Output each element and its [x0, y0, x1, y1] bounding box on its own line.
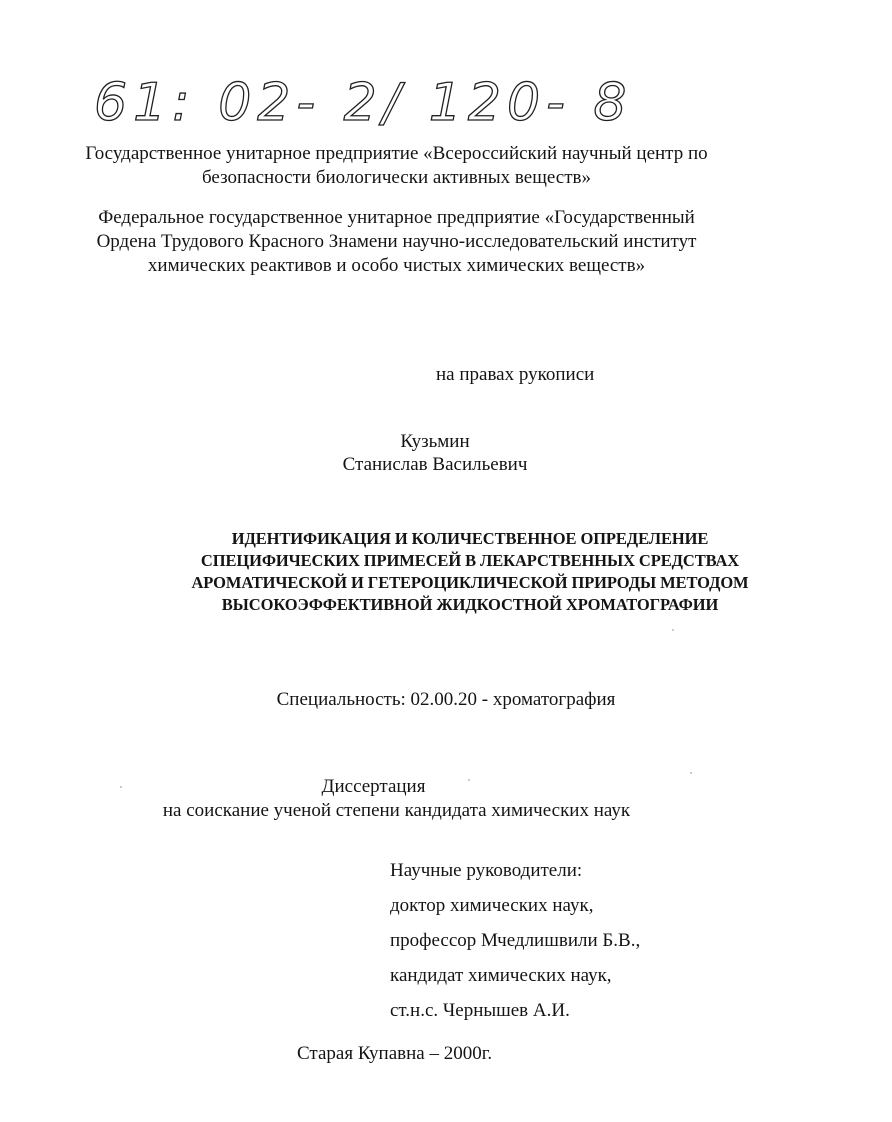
supervisor-line: ст.н.с. Чернышев А.И.: [390, 1000, 570, 1021]
organization-2-line: химических реактивов и особо чистых химических веществ»: [147, 255, 646, 276]
organization-2: [0, 206, 793, 278]
scan-speck: [468, 779, 470, 781]
supervisors-heading: Научные руководители:: [390, 860, 583, 881]
supervisors: [390, 853, 640, 1028]
title-line: АРОМАТИЧЕСКОЙ И ГЕТЕРОЦИКЛИЧЕСКОЙ ПРИРОДЫ МЕТОДОМ: [191, 573, 749, 592]
organization-1-line: Государственное унитарное предприятие «Всероссийский научный центр по: [85, 143, 708, 164]
organization-1-line: безопасности биологически активных веществ»: [202, 167, 591, 188]
supervisor-line: профессор Мчедлишвили Б.В.,: [390, 930, 641, 951]
author-name: Станислав Васильевич: [342, 454, 528, 475]
scan-speck: [690, 772, 692, 774]
scan-speck: [672, 629, 674, 631]
specialty: Специальность: 02.00.20 - хроматография: [276, 689, 616, 710]
supervisor-line: доктор химических наук,: [390, 895, 594, 916]
title-line: ВЫСОКОЭФФЕКТИВНОЙ ЖИДКОСТНОЙ ХРОМАТОГРАФИИ: [221, 595, 719, 614]
degree: на соискание ученой степени кандидата химических наук: [162, 800, 631, 821]
supervisor-line: кандидат химических наук,: [390, 965, 612, 986]
scan-speck: [120, 786, 122, 788]
place-year: Старая Купавна – 2000г.: [297, 1043, 493, 1064]
organization-1: [0, 142, 793, 190]
manuscript-rights: на правах рукописи: [436, 364, 595, 385]
handwritten-note-text: 61: 02- 2/ 120- 8: [94, 73, 633, 133]
author-surname: Кузьмин: [400, 431, 470, 452]
dissertation-label: Диссертация: [321, 776, 426, 797]
dissertation-title: [150, 528, 790, 616]
organization-2-line: Федеральное государственное унитарное предприятие «Государственный: [98, 207, 695, 228]
dissertation-info: [0, 775, 793, 823]
organization-2-line: Ордена Трудового Красного Знамени научно-исследовательский институт: [96, 231, 697, 252]
title-line: СПЕЦИФИЧЕСКИХ ПРИМЕСЕЙ В ЛЕКАРСТВЕННЫХ СРЕДСТВАХ: [200, 551, 740, 570]
title-line: ИДЕНТИФИКАЦИЯ И КОЛИЧЕСТВЕННОЕ ОПРЕДЕЛЕНИЕ: [231, 529, 709, 548]
handwritten-archive-number: [88, 68, 633, 138]
